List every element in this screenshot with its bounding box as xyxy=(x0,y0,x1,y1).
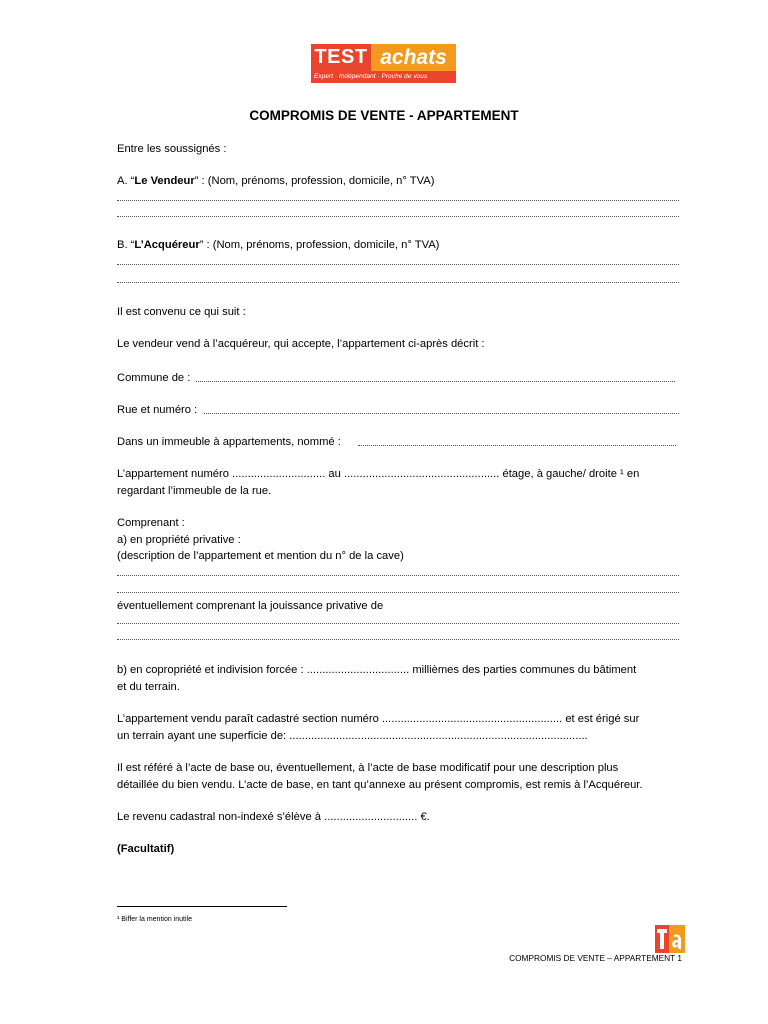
commune-label: Commune de : xyxy=(117,372,191,384)
vendeur-fill-line-1[interactable] xyxy=(117,200,679,201)
logo-achats-word: achats xyxy=(371,44,456,71)
privative-fill-line-2[interactable] xyxy=(117,592,679,593)
appartement-line-1: L’appartement numéro .............................. au .................................................. étage, à gauche/ droite ¹ en xyxy=(117,468,640,480)
acquereur-fill-line-1[interactable] xyxy=(117,264,679,265)
acquereur-fill-line-2[interactable] xyxy=(117,282,679,283)
comprenant-label: Comprenant : xyxy=(117,517,185,529)
vendeur-name: Le Vendeur xyxy=(134,175,195,187)
vendeur-label xyxy=(117,174,434,189)
immeuble-fill-line[interactable] xyxy=(358,445,676,446)
appartement-line-2: regardant l’immeuble de la rue. xyxy=(117,485,272,497)
acquereur-name: L’Acquéreur xyxy=(134,239,200,251)
footnote-text: ¹ Biffer la mention inutile xyxy=(117,916,192,923)
page-footer: COMPROMIS DE VENTE – APPARTEMENT 1 xyxy=(509,953,682,963)
vendeur-suffix: ” : (Nom, prénoms, profession, domicile, n° TVA) xyxy=(194,175,435,187)
description-label: (description de l’appartement et mention du n° de la cave) xyxy=(117,550,404,562)
jouissance-label: éventuellement comprenant la jouissance privative de xyxy=(117,600,384,612)
footer-logo-icon xyxy=(655,925,685,953)
acte-line-2: détaillée du bien vendu. L’acte de base, en tant qu’annexe au présent compromis, est remis à l’Acquéreur. xyxy=(117,779,643,791)
copropriete-line-1: b) en copropriété et indivision forcée : ................................. millièmes des parties communes du bâtiment xyxy=(117,664,637,676)
test-achats-logo xyxy=(311,44,456,84)
facultatif-label: (Facultatif) xyxy=(117,843,175,855)
copropriete-line-2: et du terrain. xyxy=(117,681,180,693)
logo-wordmark xyxy=(311,44,456,71)
vendeur-prefix: A. “ xyxy=(117,175,135,187)
commune-fill-line[interactable] xyxy=(196,381,675,382)
document-title: COMPROMIS DE VENTE - APPARTEMENT xyxy=(249,108,519,123)
acquereur-suffix: ” : (Nom, prénoms, profession, domicile, n° TVA) xyxy=(199,239,440,251)
cadastre-line-2: un terrain ayant une superficie de: ................................................................................................ xyxy=(117,730,588,742)
revenu-text: Le revenu cadastral non-indexé s’élève à .............................. €. xyxy=(117,811,430,823)
jouissance-fill-line-1[interactable] xyxy=(117,623,679,624)
acquereur-label xyxy=(117,238,439,253)
immeuble-label: Dans un immeuble à appartements, nommé : xyxy=(117,436,341,448)
rue-fill-line[interactable] xyxy=(204,413,679,414)
logo-tagline: Expert · Indépendant · Proche de vous xyxy=(311,71,456,83)
cadastre-line-1: L’appartement vendu paraît cadastré section numéro .......................................................... et est érigé sur xyxy=(117,713,640,725)
vendeur-fill-line-2[interactable] xyxy=(117,216,679,217)
vend-text: Le vendeur vend à l’acquéreur, qui accepte, l’appartement ci-après décrit : xyxy=(117,338,485,350)
footnote-separator xyxy=(117,906,287,907)
rue-label: Rue et numéro : xyxy=(117,404,198,416)
acquereur-prefix: B. “ xyxy=(117,239,135,251)
intro-text: Entre les soussignés : xyxy=(117,143,227,155)
convenu-text: Il est convenu ce qui suit : xyxy=(117,306,246,318)
jouissance-fill-line-2[interactable] xyxy=(117,639,679,640)
privative-label: a) en propriété privative : xyxy=(117,534,241,546)
acte-line-1: Il est référé à l’acte de base ou, éventuellement, à l’acte de base modificatif pour une description plus xyxy=(117,762,619,774)
logo-test-word: TEST xyxy=(311,44,371,71)
privative-fill-line-1[interactable] xyxy=(117,575,679,576)
